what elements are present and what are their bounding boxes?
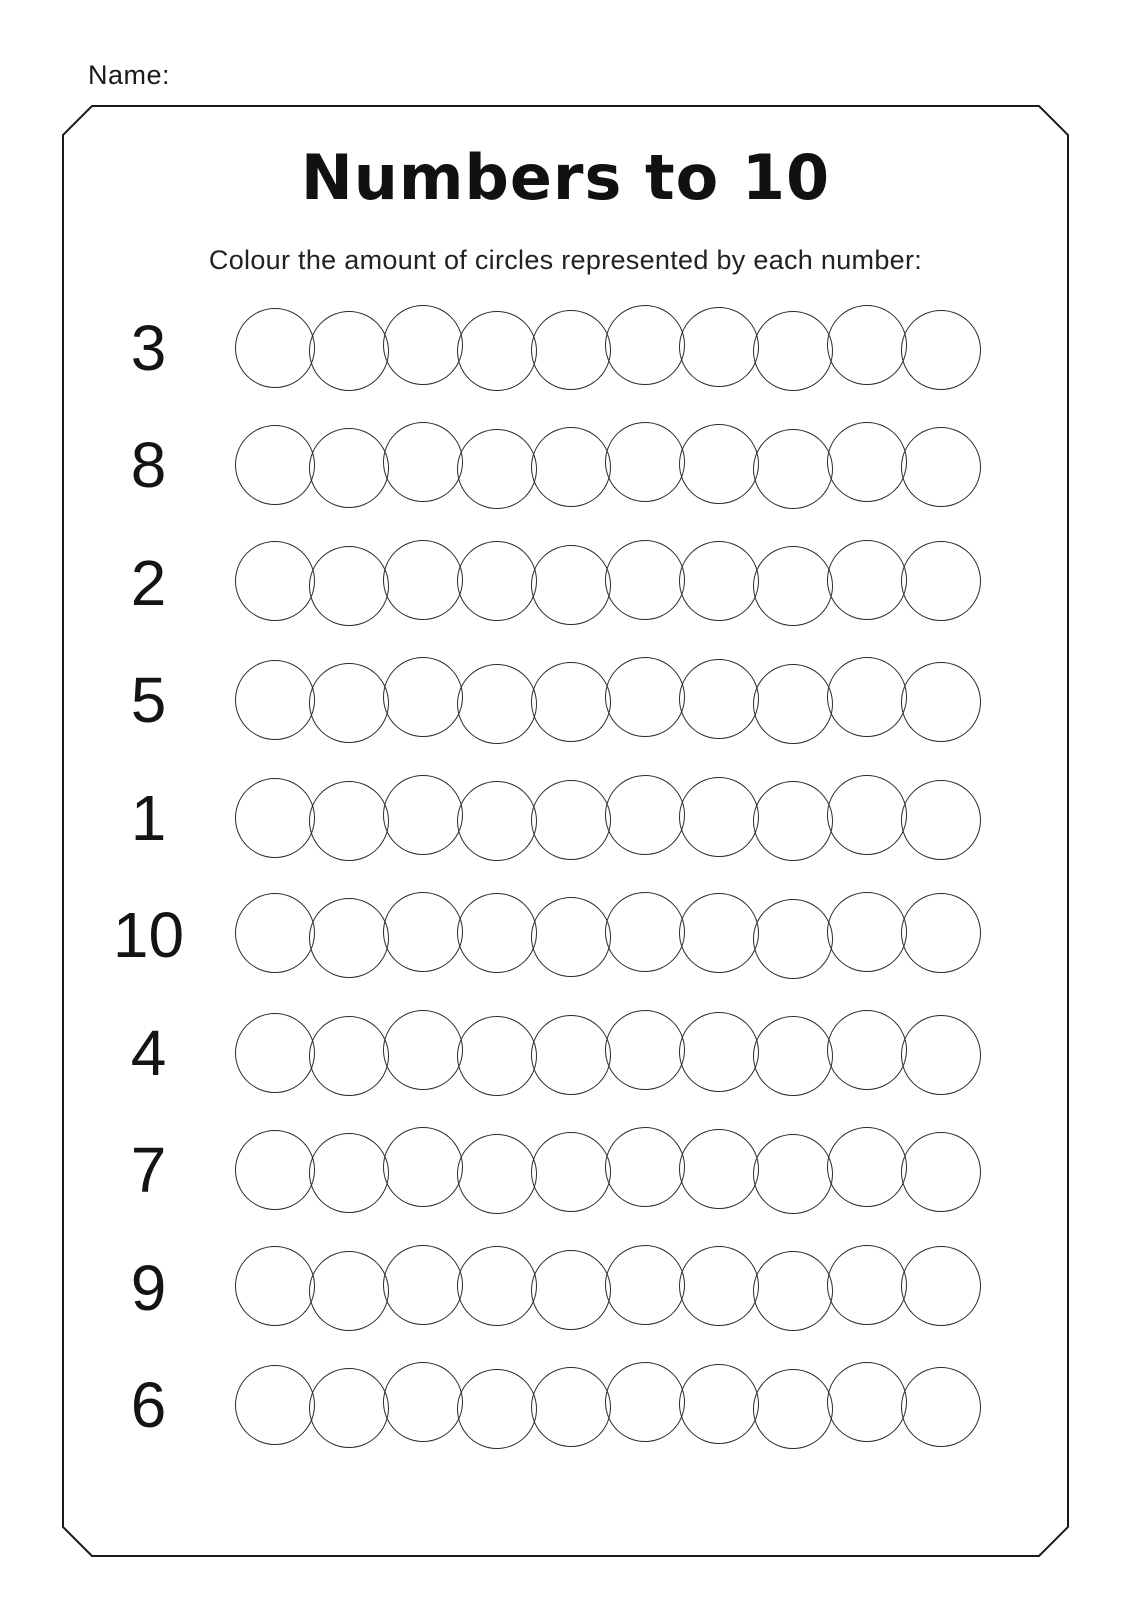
- colour-circle[interactable]: [531, 545, 611, 625]
- colour-circle[interactable]: [309, 898, 389, 978]
- number-row: [62, 1112, 1069, 1230]
- colour-circle[interactable]: [235, 308, 315, 388]
- colour-circle[interactable]: [383, 1127, 463, 1207]
- circles-row: [235, 778, 981, 858]
- colour-circle[interactable]: [679, 541, 759, 621]
- colour-circle[interactable]: [235, 1246, 315, 1326]
- colour-circle[interactable]: [457, 541, 537, 621]
- colour-circle[interactable]: [901, 1015, 981, 1095]
- colour-circle[interactable]: [309, 546, 389, 626]
- colour-circle[interactable]: [827, 775, 907, 855]
- colour-circle[interactable]: [309, 428, 389, 508]
- colour-circle[interactable]: [753, 664, 833, 744]
- instructions: Colour the amount of circles represented by each number:: [208, 245, 923, 275]
- colour-circle[interactable]: [753, 429, 833, 509]
- colour-circle[interactable]: [901, 1132, 981, 1212]
- row-number: 1: [130, 781, 167, 854]
- colour-circle[interactable]: [679, 1129, 759, 1209]
- colour-circle[interactable]: [901, 1367, 981, 1447]
- colour-circle[interactable]: [309, 1133, 389, 1213]
- colour-circle[interactable]: [827, 1362, 907, 1442]
- colour-circle[interactable]: [457, 429, 537, 509]
- colour-circle[interactable]: [531, 780, 611, 860]
- colour-circle[interactable]: [679, 893, 759, 973]
- colour-circle[interactable]: [827, 1245, 907, 1325]
- colour-circle[interactable]: [753, 1016, 833, 1096]
- colour-circle[interactable]: [679, 1364, 759, 1444]
- number-row: [62, 1347, 1069, 1465]
- colour-circle[interactable]: [235, 541, 315, 621]
- colour-circle[interactable]: [309, 1251, 389, 1331]
- row-number: 3: [130, 311, 167, 384]
- row-number: 5: [130, 664, 167, 737]
- row-number: 10: [112, 899, 185, 972]
- colour-circle[interactable]: [901, 310, 981, 390]
- colour-circle[interactable]: [235, 425, 315, 505]
- colour-circle[interactable]: [605, 1245, 685, 1325]
- colour-circle[interactable]: [605, 1362, 685, 1442]
- colour-circle[interactable]: [383, 1245, 463, 1325]
- number-row: [62, 289, 1069, 407]
- row-number: 9: [130, 1251, 167, 1324]
- colour-circle[interactable]: [827, 540, 907, 620]
- colour-circle[interactable]: [457, 893, 537, 973]
- colour-circle[interactable]: [235, 893, 315, 973]
- name-label: Name:: [88, 60, 171, 90]
- colour-circle[interactable]: [605, 422, 685, 502]
- colour-circle[interactable]: [605, 892, 685, 972]
- colour-circle[interactable]: [753, 1134, 833, 1214]
- colour-circle[interactable]: [457, 1246, 537, 1326]
- number-row: [62, 994, 1069, 1112]
- colour-circle[interactable]: [827, 1127, 907, 1207]
- circles-row: [235, 1248, 981, 1328]
- row-number: 7: [130, 1134, 167, 1207]
- colour-circle[interactable]: [605, 540, 685, 620]
- row-number: 4: [130, 1016, 167, 1089]
- colour-circle[interactable]: [531, 1250, 611, 1330]
- colour-circle[interactable]: [383, 422, 463, 502]
- colour-circle[interactable]: [605, 775, 685, 855]
- colour-circle[interactable]: [605, 1127, 685, 1207]
- colour-circle[interactable]: [309, 781, 389, 861]
- colour-circle[interactable]: [383, 775, 463, 855]
- colour-circle[interactable]: [383, 1010, 463, 1090]
- colour-circle[interactable]: [383, 1362, 463, 1442]
- colour-circle[interactable]: [901, 662, 981, 742]
- colour-circle[interactable]: [235, 660, 315, 740]
- colour-circle[interactable]: [605, 305, 685, 385]
- circles-row: [235, 1365, 981, 1445]
- colour-circle[interactable]: [383, 657, 463, 737]
- colour-circle[interactable]: [753, 311, 833, 391]
- colour-circle[interactable]: [901, 541, 981, 621]
- colour-circle[interactable]: [383, 892, 463, 972]
- colour-circle[interactable]: [827, 305, 907, 385]
- colour-circle[interactable]: [457, 1016, 537, 1096]
- colour-circle[interactable]: [753, 1369, 833, 1449]
- colour-circle[interactable]: [753, 899, 833, 979]
- colour-circle[interactable]: [679, 424, 759, 504]
- colour-circle[interactable]: [901, 780, 981, 860]
- colour-circle[interactable]: [827, 422, 907, 502]
- colour-circle[interactable]: [753, 781, 833, 861]
- colour-circle[interactable]: [309, 663, 389, 743]
- circles-row: [235, 425, 981, 505]
- colour-circle[interactable]: [531, 897, 611, 977]
- colour-circle[interactable]: [457, 664, 537, 744]
- colour-circle[interactable]: [457, 781, 537, 861]
- colour-circle[interactable]: [827, 657, 907, 737]
- row-number: 2: [130, 546, 167, 619]
- circles-row: [235, 895, 981, 975]
- number-row: [62, 642, 1069, 760]
- colour-circle[interactable]: [457, 1134, 537, 1214]
- colour-circle[interactable]: [235, 1365, 315, 1445]
- number-row: [62, 524, 1069, 642]
- page-title: Numbers to 10: [300, 141, 831, 214]
- colour-circle[interactable]: [531, 1132, 611, 1212]
- colour-circle[interactable]: [901, 427, 981, 507]
- colour-circle[interactable]: [827, 892, 907, 972]
- row-number: 6: [130, 1369, 167, 1442]
- colour-circle[interactable]: [605, 657, 685, 737]
- colour-circle[interactable]: [309, 1016, 389, 1096]
- circles-row: [235, 660, 981, 740]
- circles-row: [235, 543, 981, 623]
- colour-circle[interactable]: [531, 310, 611, 390]
- colour-circle[interactable]: [235, 1013, 315, 1093]
- colour-circle[interactable]: [383, 305, 463, 385]
- colour-circle[interactable]: [309, 311, 389, 391]
- colour-circle[interactable]: [901, 893, 981, 973]
- colour-circle[interactable]: [235, 778, 315, 858]
- colour-circle[interactable]: [827, 1010, 907, 1090]
- number-row: [62, 759, 1069, 877]
- colour-circle[interactable]: [679, 1246, 759, 1326]
- colour-circle[interactable]: [679, 1012, 759, 1092]
- colour-circle[interactable]: [753, 1251, 833, 1331]
- circles-row: [235, 1013, 981, 1093]
- colour-circle[interactable]: [679, 777, 759, 857]
- colour-circle[interactable]: [679, 307, 759, 387]
- colour-circle[interactable]: [383, 540, 463, 620]
- colour-circle[interactable]: [901, 1246, 981, 1326]
- colour-circle[interactable]: [457, 311, 537, 391]
- colour-circle[interactable]: [531, 427, 611, 507]
- number-row: [62, 407, 1069, 525]
- rows-container: [62, 289, 1069, 1464]
- circles-row: [235, 1130, 981, 1210]
- number-row: [62, 877, 1069, 995]
- colour-circle[interactable]: [531, 1367, 611, 1447]
- colour-circle[interactable]: [235, 1130, 315, 1210]
- worksheet-frame: [62, 105, 1069, 1557]
- circles-row: [235, 308, 981, 388]
- colour-circle[interactable]: [753, 546, 833, 626]
- colour-circle[interactable]: [309, 1368, 389, 1448]
- colour-circle[interactable]: [531, 1015, 611, 1095]
- colour-circle[interactable]: [679, 659, 759, 739]
- colour-circle[interactable]: [605, 1010, 685, 1090]
- row-number: 8: [130, 429, 167, 502]
- number-row: [62, 1229, 1069, 1347]
- colour-circle[interactable]: [531, 662, 611, 742]
- colour-circle[interactable]: [457, 1369, 537, 1449]
